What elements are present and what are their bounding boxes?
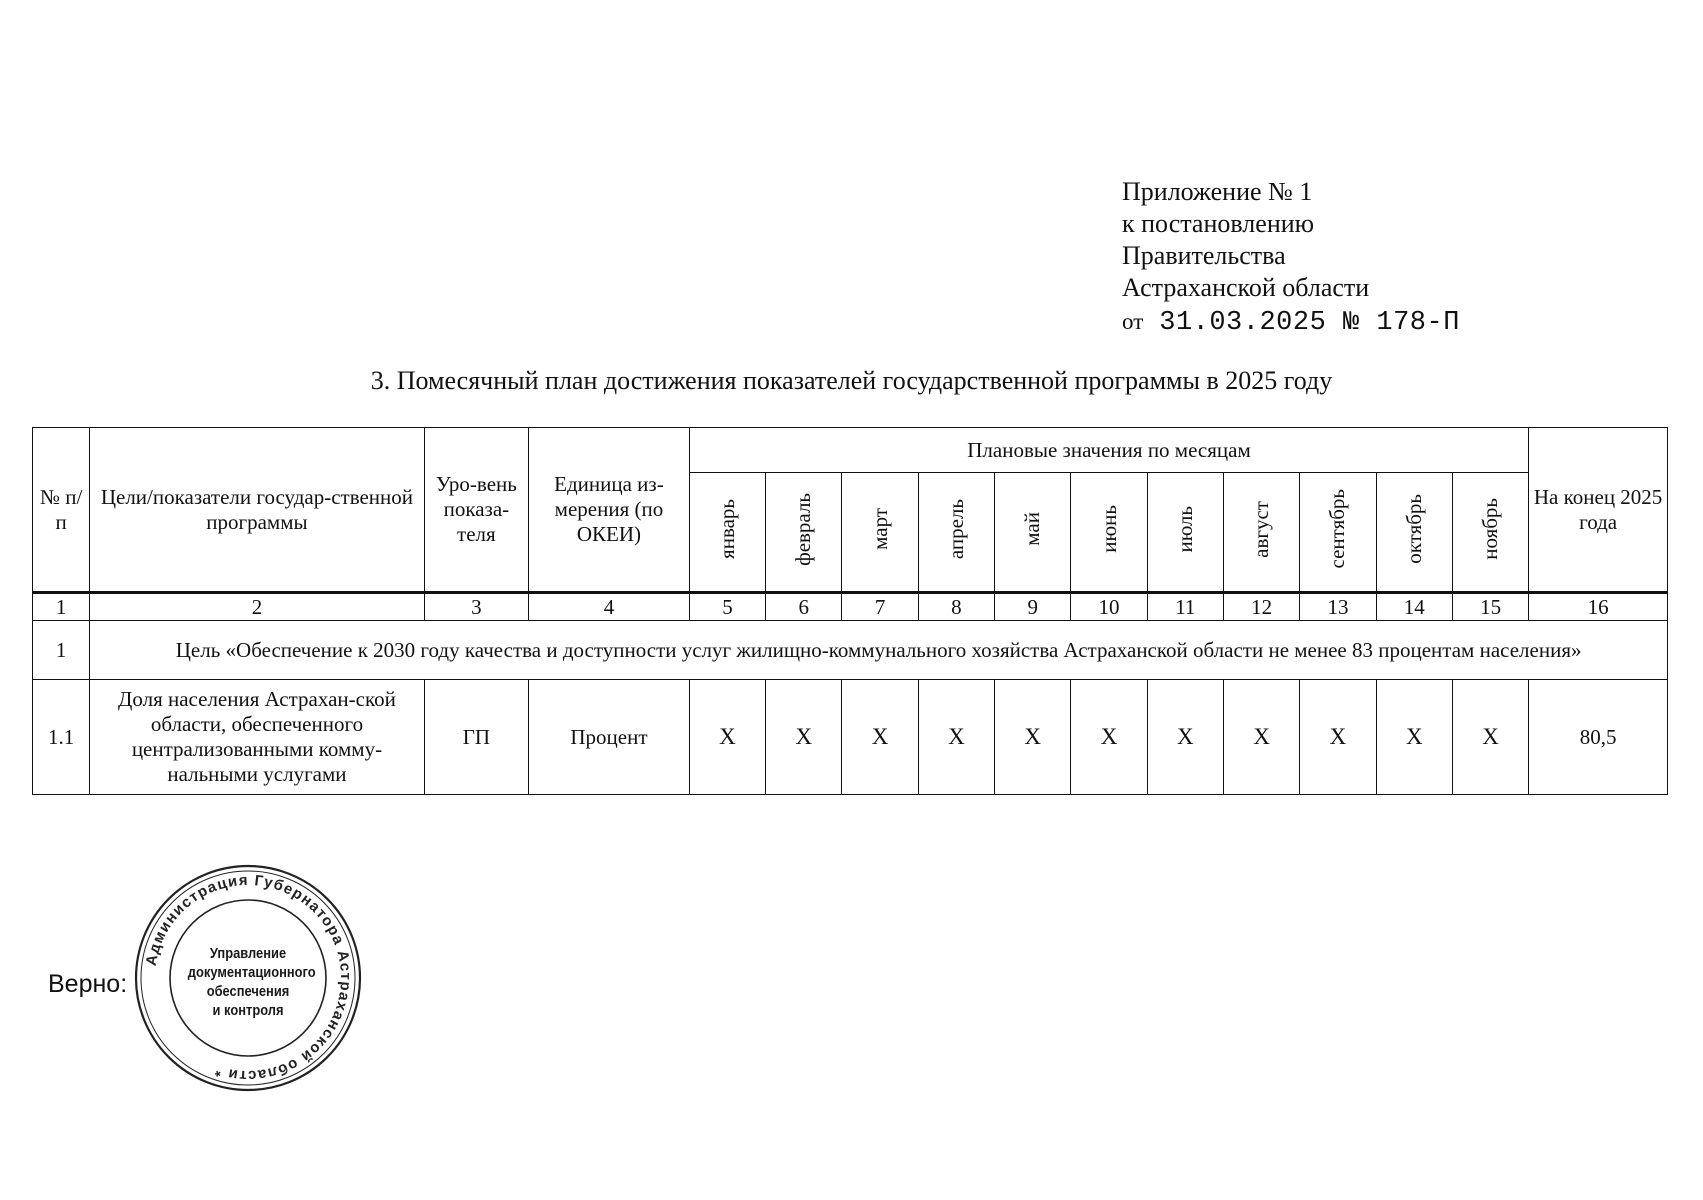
header-num: № п/п xyxy=(33,428,90,593)
monthly-plan-table xyxy=(32,427,1668,795)
column-number: 6 xyxy=(766,593,842,621)
indicator-level: ГП xyxy=(424,680,528,795)
monthly-value: X xyxy=(1300,680,1376,795)
end-of-year-value: 80,5 xyxy=(1529,680,1668,795)
month-header xyxy=(1452,473,1528,593)
goal-text: Цель «Обеспечение к 2030 году качества и доступности услуг жилищно-коммунального хозяйства Астраханской области не менее 83 процентам населения» xyxy=(90,621,1668,680)
month-header xyxy=(1300,473,1376,593)
month-label: январь xyxy=(714,499,739,559)
month-header xyxy=(1147,473,1223,593)
column-number: 1 xyxy=(33,593,90,621)
column-number-row xyxy=(33,593,1668,621)
column-number: 15 xyxy=(1452,593,1528,621)
header-row-1 xyxy=(33,428,1668,473)
month-header xyxy=(1071,473,1147,593)
month-label: апрель xyxy=(943,498,968,560)
monthly-value: X xyxy=(1223,680,1299,795)
column-number: 9 xyxy=(995,593,1071,621)
indicator-row xyxy=(33,680,1668,795)
column-number: 7 xyxy=(842,593,918,621)
appendix-line-3: Правительства xyxy=(1122,241,1286,270)
indicator-name: Доля населения Астрахан-ской области, обеспеченного централизованными комму-нальными услугами xyxy=(90,680,424,795)
monthly-value: X xyxy=(689,680,765,795)
month-header xyxy=(842,473,918,593)
month-label: май xyxy=(1020,512,1045,546)
goal-row xyxy=(33,621,1668,680)
month-header xyxy=(1376,473,1452,593)
monthly-value: X xyxy=(1376,680,1452,795)
month-header xyxy=(766,473,842,593)
appendix-line-2: к постановлению xyxy=(1122,209,1315,238)
column-number: 8 xyxy=(918,593,994,621)
column-number: 16 xyxy=(1529,593,1668,621)
month-label: июнь xyxy=(1096,505,1121,553)
appendix-line-1: Приложение № 1 xyxy=(1122,177,1313,206)
verification-label: Верно: xyxy=(48,970,128,998)
header-level: Уро-вень показа-теля xyxy=(424,428,528,593)
stamp-line: и контроля xyxy=(212,1002,284,1019)
monthly-value: X xyxy=(995,680,1071,795)
month-label: октябрь xyxy=(1401,494,1426,564)
indicator-number: 1.1 xyxy=(33,680,90,795)
document-title: 3. Помесячный план достижения показателей государственной программы в 2025 году xyxy=(370,366,1333,395)
column-number: 4 xyxy=(529,593,690,621)
month-label: март xyxy=(867,508,892,550)
column-number: 10 xyxy=(1071,593,1147,621)
official-stamp xyxy=(128,858,368,1098)
month-header xyxy=(1223,473,1299,593)
monthly-value: X xyxy=(1147,680,1223,795)
month-label: сентябрь xyxy=(1325,489,1350,569)
month-header xyxy=(995,473,1071,593)
stamp-line: Управление xyxy=(209,945,287,962)
column-number: 5 xyxy=(689,593,765,621)
column-number: 3 xyxy=(424,593,528,621)
stamp-ring-text: Администрация Губернатора Астраханской области * xyxy=(142,871,355,1085)
monthly-value: X xyxy=(918,680,994,795)
goal-number: 1 xyxy=(33,621,90,680)
monthly-value: X xyxy=(842,680,918,795)
column-number: 12 xyxy=(1223,593,1299,621)
order-number: 31.03.2025 № 178-П xyxy=(1159,308,1460,338)
month-label: февраль xyxy=(791,492,816,566)
month-header xyxy=(918,473,994,593)
header-unit: Единица из-мерения (по ОКЕИ) xyxy=(529,428,690,593)
header-goal: Цели/показатели государ-ственной программы xyxy=(90,428,424,593)
stamp-line: документационного xyxy=(187,964,316,981)
stamp-line: обеспечения xyxy=(206,983,290,1000)
column-number: 2 xyxy=(90,593,424,621)
header-planned-values: Плановые значения по месяцам xyxy=(689,428,1528,473)
monthly-value: X xyxy=(1071,680,1147,795)
appendix-line-4: Астраханской области xyxy=(1122,273,1370,302)
indicator-unit: Процент xyxy=(529,680,690,795)
month-header xyxy=(689,473,765,593)
monthly-value: X xyxy=(1452,680,1528,795)
month-label: июль xyxy=(1172,505,1197,553)
header-end-of-year: На конец 2025 года xyxy=(1529,428,1668,593)
column-number: 13 xyxy=(1300,593,1376,621)
column-number: 14 xyxy=(1376,593,1452,621)
column-number: 11 xyxy=(1147,593,1223,621)
order-prefix: от xyxy=(1122,309,1144,334)
month-label: август xyxy=(1249,500,1274,558)
stamp-center-text xyxy=(187,944,316,1020)
appendix-block xyxy=(1122,176,1460,339)
monthly-value: X xyxy=(766,680,842,795)
month-label: ноябрь xyxy=(1478,498,1503,560)
order-reference xyxy=(1122,306,1460,339)
